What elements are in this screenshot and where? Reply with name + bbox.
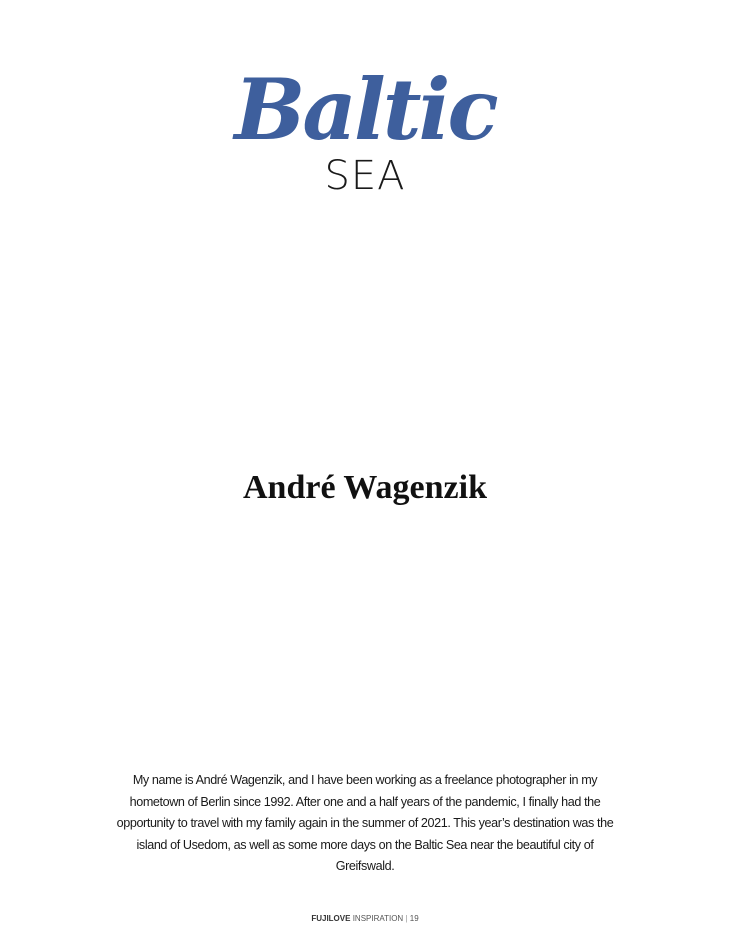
intro-paragraph: My name is André Wagenzik, and I have been working as a freelance photographer in my hometown of Berlin since 1992. After one and a half years of the pandemic, I finally had the opportunity to travel with my family again in the summer of 2021. This year’s destination was the island of Usedom, as well as some more days on the Baltic Sea near the beautiful city of Greifswald. <box>116 773 614 873</box>
footer-brand: FUJILOVE <box>311 914 351 923</box>
footer-section: INSPIRATION <box>352 914 404 923</box>
footer-separator: | <box>405 914 408 923</box>
author-name: André Wagenzik <box>242 469 487 506</box>
page-number: 19 <box>409 914 419 923</box>
article-subtitle: SEA <box>324 153 406 199</box>
article-title: Baltic <box>234 60 496 159</box>
page-footer <box>0 913 730 925</box>
